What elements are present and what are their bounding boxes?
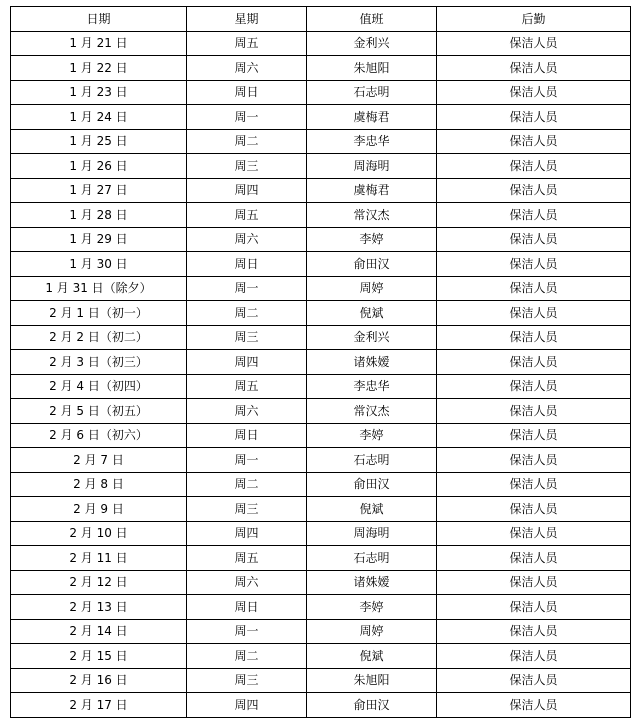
weekday-cell: 周六 (187, 570, 307, 595)
on-duty-cell: 金利兴 (307, 325, 437, 350)
weekday-cell: 周二 (187, 472, 307, 497)
weekday-cell: 周一 (187, 276, 307, 301)
on-duty-cell: 倪斌 (307, 644, 437, 669)
table-row (11, 203, 631, 228)
table-row (11, 31, 631, 56)
weekday-cell: 周六 (187, 227, 307, 252)
logistics-cell: 保洁人员 (437, 252, 631, 277)
weekday-cell: 周一 (187, 619, 307, 644)
on-duty-cell: 诸姝嫒 (307, 350, 437, 375)
date-cell: 2 月 10 日 (11, 521, 187, 546)
table-row (11, 325, 631, 350)
date-cell: 1 月 27 日 (11, 178, 187, 203)
on-duty-cell: 周海明 (307, 521, 437, 546)
logistics-cell: 保洁人员 (437, 472, 631, 497)
date-cell: 1 月 22 日 (11, 56, 187, 81)
date-cell: 2 月 15 日 (11, 644, 187, 669)
date-cell: 2 月 16 日 (11, 668, 187, 693)
on-duty-cell: 俞田汉 (307, 693, 437, 718)
logistics-cell: 保洁人员 (437, 423, 631, 448)
logistics-cell: 保洁人员 (437, 56, 631, 81)
date-cell: 2 月 2 日（初二） (11, 325, 187, 350)
date-cell: 2 月 13 日 (11, 595, 187, 620)
weekday-cell: 周五 (187, 374, 307, 399)
table-row (11, 105, 631, 130)
logistics-cell: 保洁人员 (437, 693, 631, 718)
logistics-cell: 保洁人员 (437, 546, 631, 571)
logistics-cell: 保洁人员 (437, 154, 631, 179)
on-duty-cell: 倪斌 (307, 497, 437, 522)
logistics-cell: 保洁人员 (437, 521, 631, 546)
weekday-cell: 周二 (187, 301, 307, 326)
weekday-cell: 周四 (187, 350, 307, 375)
on-duty-cell: 李婷 (307, 595, 437, 620)
logistics-cell: 保洁人员 (437, 668, 631, 693)
weekday-cell: 周一 (187, 448, 307, 473)
logistics-cell: 保洁人员 (437, 350, 631, 375)
table-row (11, 546, 631, 571)
weekday-cell: 周五 (187, 546, 307, 571)
table-row (11, 448, 631, 473)
table-row (11, 301, 631, 326)
on-duty-cell: 朱旭阳 (307, 56, 437, 81)
date-cell: 1 月 28 日 (11, 203, 187, 228)
table-row (11, 399, 631, 424)
logistics-cell: 保洁人员 (437, 227, 631, 252)
date-cell: 2 月 6 日（初六） (11, 423, 187, 448)
on-duty-cell: 倪斌 (307, 301, 437, 326)
on-duty-cell: 诸姝嫒 (307, 570, 437, 595)
on-duty-cell: 李忠华 (307, 374, 437, 399)
on-duty-cell: 周婷 (307, 619, 437, 644)
weekday-cell: 周四 (187, 178, 307, 203)
on-duty-cell: 虞梅君 (307, 105, 437, 130)
on-duty-cell: 李婷 (307, 227, 437, 252)
on-duty-cell: 周海明 (307, 154, 437, 179)
logistics-cell: 保洁人员 (437, 203, 631, 228)
weekday-cell: 周三 (187, 668, 307, 693)
date-cell: 2 月 11 日 (11, 546, 187, 571)
weekday-cell: 周三 (187, 325, 307, 350)
column-header-weekday: 星期 (187, 7, 307, 32)
logistics-cell: 保洁人员 (437, 80, 631, 105)
logistics-cell: 保洁人员 (437, 325, 631, 350)
date-cell: 1 月 23 日 (11, 80, 187, 105)
date-cell: 2 月 5 日（初五） (11, 399, 187, 424)
date-cell: 1 月 31 日（除夕） (11, 276, 187, 301)
table-row (11, 178, 631, 203)
logistics-cell: 保洁人员 (437, 31, 631, 56)
logistics-cell: 保洁人员 (437, 595, 631, 620)
table-row (11, 595, 631, 620)
duty-schedule-table (10, 6, 631, 718)
weekday-cell: 周三 (187, 497, 307, 522)
date-cell: 2 月 17 日 (11, 693, 187, 718)
logistics-cell: 保洁人员 (437, 497, 631, 522)
column-header-on-duty: 值班 (307, 7, 437, 32)
logistics-cell: 保洁人员 (437, 619, 631, 644)
logistics-cell: 保洁人员 (437, 276, 631, 301)
logistics-cell: 保洁人员 (437, 178, 631, 203)
weekday-cell: 周六 (187, 399, 307, 424)
date-cell: 2 月 3 日（初三） (11, 350, 187, 375)
date-cell: 2 月 9 日 (11, 497, 187, 522)
table-row (11, 497, 631, 522)
table-row (11, 80, 631, 105)
weekday-cell: 周二 (187, 644, 307, 669)
table-row (11, 56, 631, 81)
table-row (11, 472, 631, 497)
on-duty-cell: 李婷 (307, 423, 437, 448)
duty-schedule-sheet (10, 6, 631, 718)
weekday-cell: 周日 (187, 80, 307, 105)
weekday-cell: 周四 (187, 693, 307, 718)
on-duty-cell: 常汉杰 (307, 203, 437, 228)
on-duty-cell: 李忠华 (307, 129, 437, 154)
date-cell: 2 月 14 日 (11, 619, 187, 644)
logistics-cell: 保洁人员 (437, 301, 631, 326)
logistics-cell: 保洁人员 (437, 448, 631, 473)
on-duty-cell: 虞梅君 (307, 178, 437, 203)
table-row (11, 129, 631, 154)
logistics-cell: 保洁人员 (437, 399, 631, 424)
date-cell: 1 月 26 日 (11, 154, 187, 179)
date-cell: 1 月 21 日 (11, 31, 187, 56)
weekday-cell: 周三 (187, 154, 307, 179)
header-row (11, 7, 631, 32)
column-header-logistics: 后勤 (437, 7, 631, 32)
table-row (11, 619, 631, 644)
table-row (11, 350, 631, 375)
date-cell: 1 月 25 日 (11, 129, 187, 154)
table-row (11, 423, 631, 448)
table-row (11, 693, 631, 718)
date-cell: 2 月 4 日（初四） (11, 374, 187, 399)
date-cell: 2 月 8 日 (11, 472, 187, 497)
table-row (11, 154, 631, 179)
on-duty-cell: 朱旭阳 (307, 668, 437, 693)
table-row (11, 570, 631, 595)
table-row (11, 521, 631, 546)
logistics-cell: 保洁人员 (437, 570, 631, 595)
column-header-date: 日期 (11, 7, 187, 32)
table-row (11, 276, 631, 301)
on-duty-cell: 常汉杰 (307, 399, 437, 424)
weekday-cell: 周一 (187, 105, 307, 130)
logistics-cell: 保洁人员 (437, 129, 631, 154)
logistics-cell: 保洁人员 (437, 374, 631, 399)
on-duty-cell: 石志明 (307, 546, 437, 571)
on-duty-cell: 石志明 (307, 448, 437, 473)
weekday-cell: 周六 (187, 56, 307, 81)
on-duty-cell: 周婷 (307, 276, 437, 301)
table-row (11, 644, 631, 669)
date-cell: 2 月 12 日 (11, 570, 187, 595)
weekday-cell: 周日 (187, 252, 307, 277)
logistics-cell: 保洁人员 (437, 644, 631, 669)
on-duty-cell: 俞田汉 (307, 252, 437, 277)
weekday-cell: 周日 (187, 423, 307, 448)
table-row (11, 252, 631, 277)
weekday-cell: 周四 (187, 521, 307, 546)
date-cell: 2 月 7 日 (11, 448, 187, 473)
on-duty-cell: 石志明 (307, 80, 437, 105)
on-duty-cell: 俞田汉 (307, 472, 437, 497)
table-row (11, 374, 631, 399)
on-duty-cell: 金利兴 (307, 31, 437, 56)
weekday-cell: 周二 (187, 129, 307, 154)
schedule-body (11, 31, 631, 717)
date-cell: 1 月 29 日 (11, 227, 187, 252)
weekday-cell: 周五 (187, 203, 307, 228)
date-cell: 2 月 1 日（初一） (11, 301, 187, 326)
logistics-cell: 保洁人员 (437, 105, 631, 130)
table-row (11, 668, 631, 693)
weekday-cell: 周日 (187, 595, 307, 620)
weekday-cell: 周五 (187, 31, 307, 56)
table-row (11, 227, 631, 252)
date-cell: 1 月 30 日 (11, 252, 187, 277)
date-cell: 1 月 24 日 (11, 105, 187, 130)
